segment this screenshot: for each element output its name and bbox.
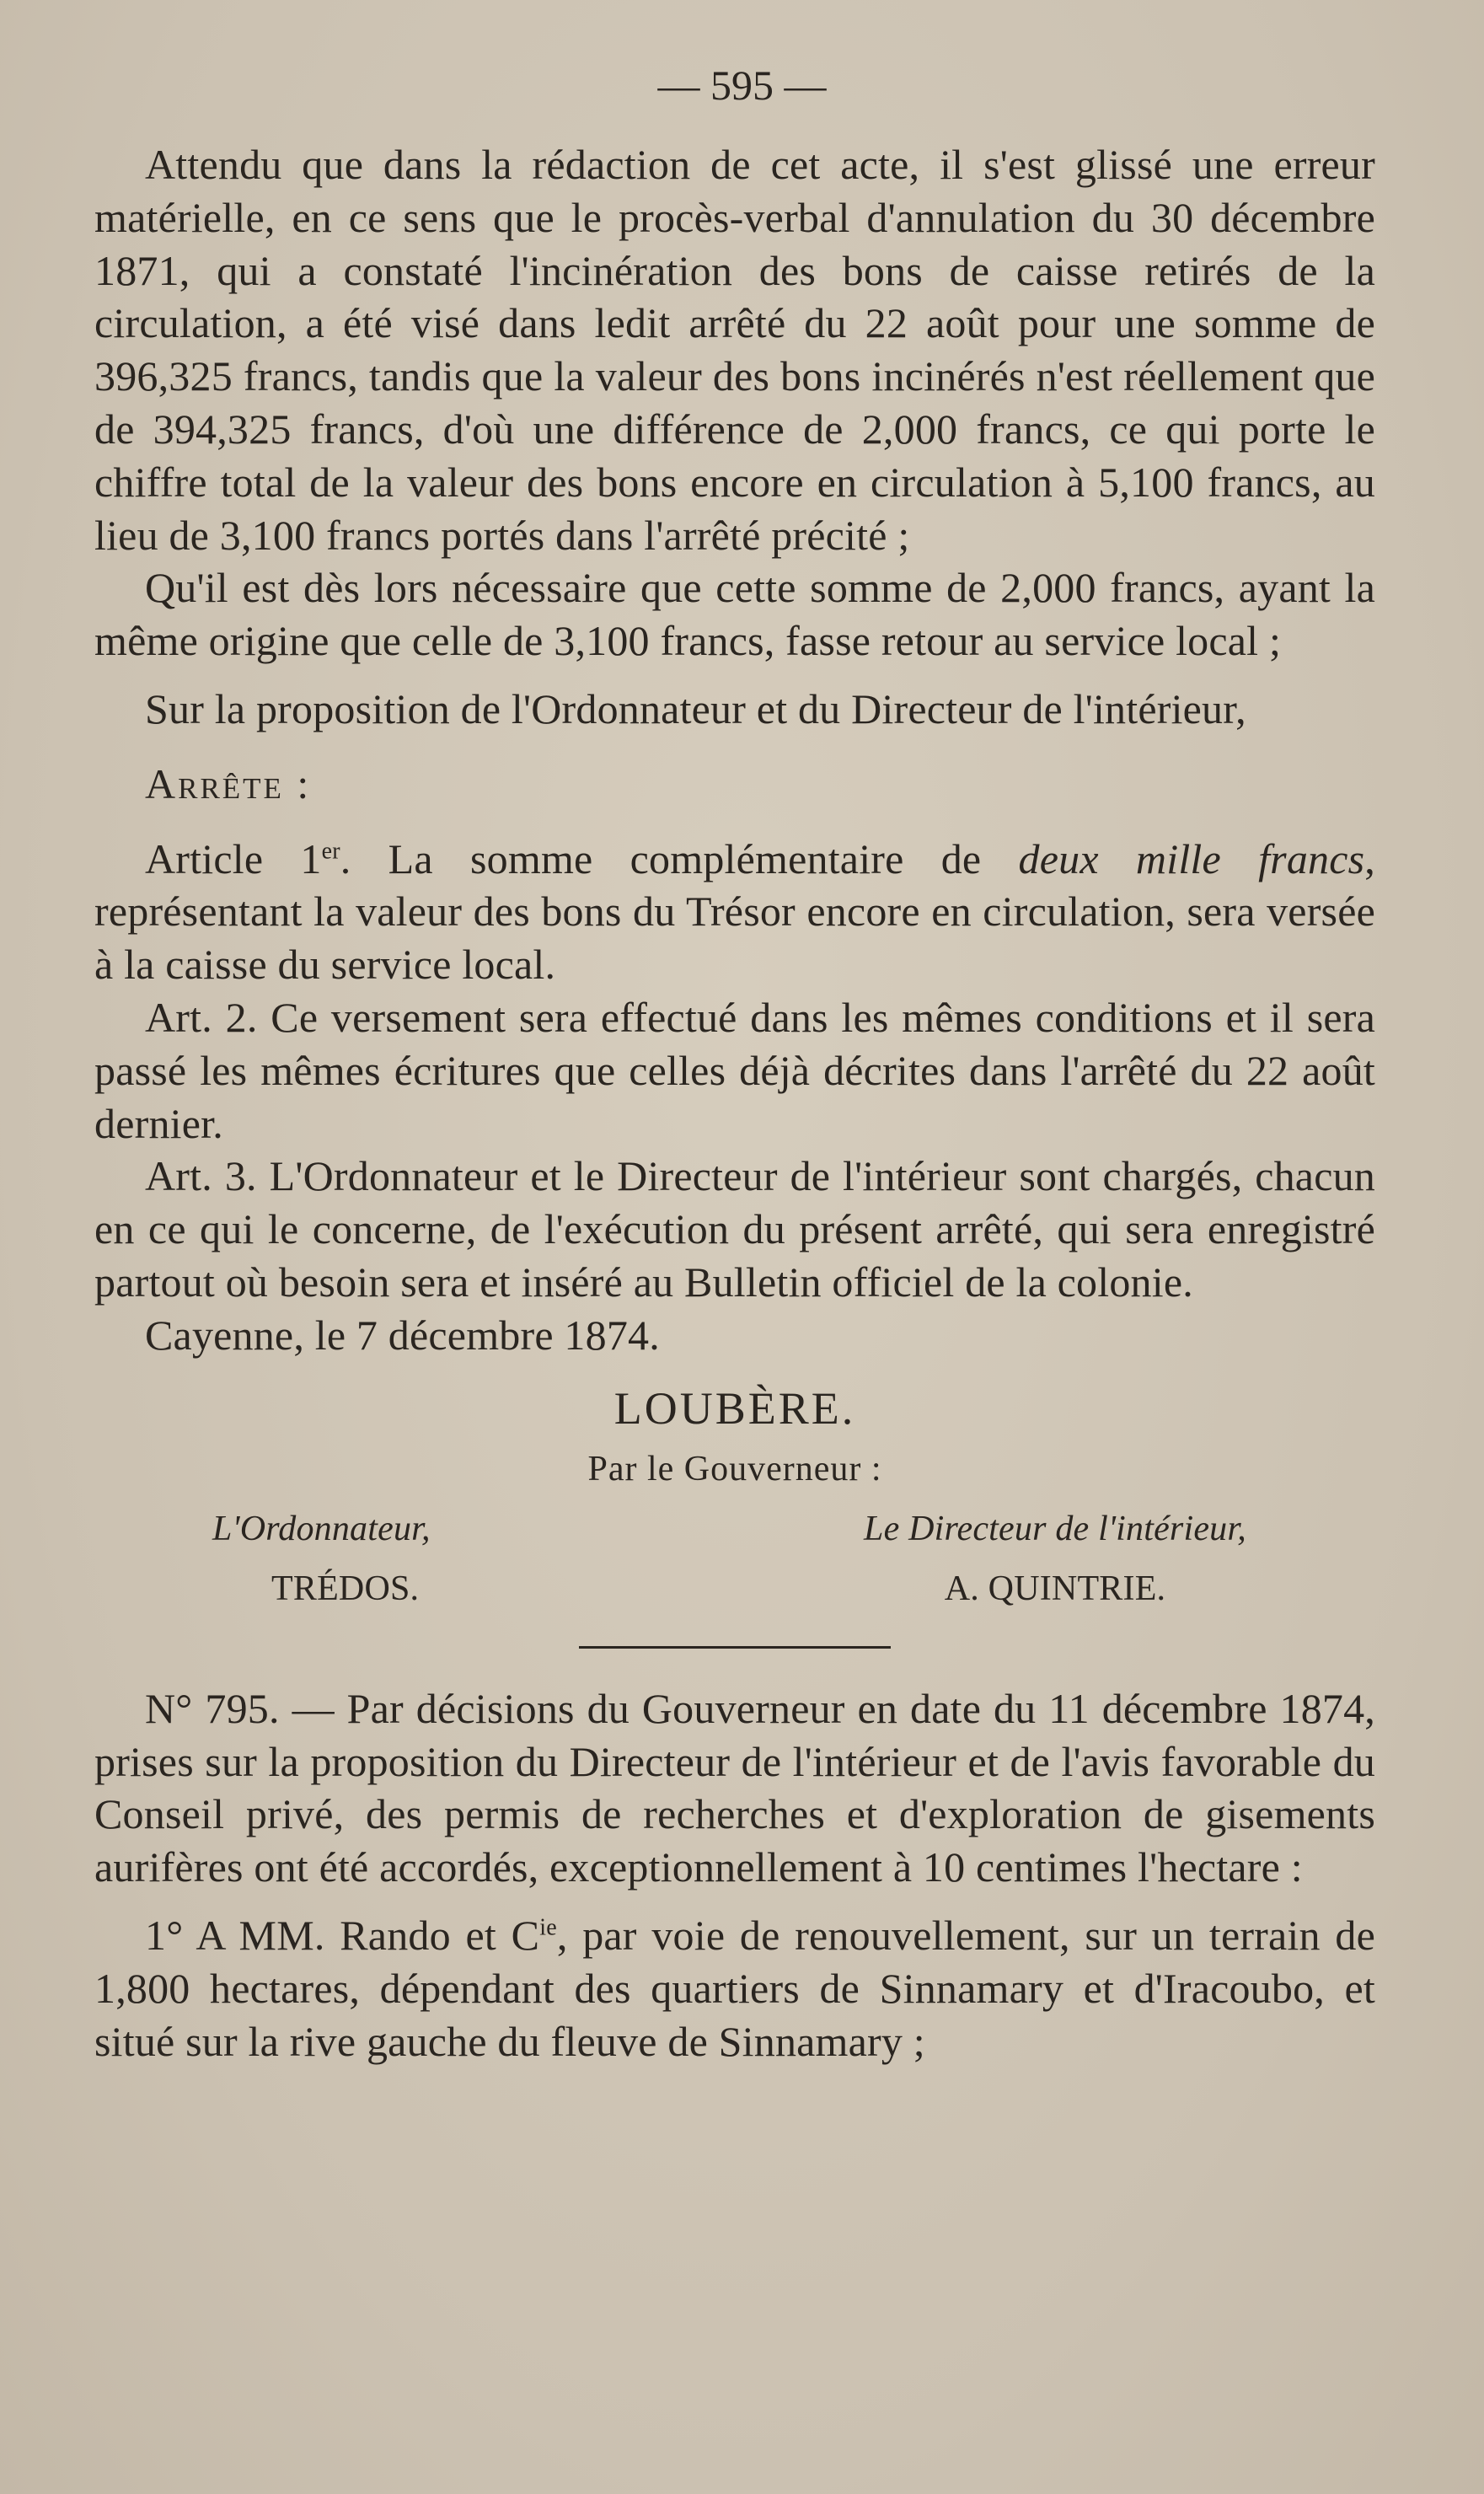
signature-names <box>94 1563 1375 1616</box>
directeur-name: A. QUINTRIE. <box>944 1569 1166 1608</box>
paragraph-quil: Qu'il est dès lors nécessaire que cette somme de 2,000 francs, ayant la même origine que celle de 3,100 francs, fasse retour au service local ; <box>94 564 1375 665</box>
article-1-text-b: , représentant la valeur des bons du Trésor encore en circulation, sera versée à la caisse du service local. <box>94 834 1375 989</box>
date-line: Cayenne, le 7 décembre 1874. <box>145 1311 660 1359</box>
governor-signature: LOUBÈRE. <box>613 1382 856 1434</box>
signature-titles <box>94 1503 1375 1556</box>
section-divider <box>579 1646 891 1649</box>
document-body <box>94 138 1375 2068</box>
paragraph-attendu: Attendu que dans la rédaction de cet acte, il s'est glissé une erreur matérielle, en ce sens que le procès-verbal d'annulation du 30 décembre 1871, qui a constaté l'incinération des bons de caisse retirés de la circulation, a été visé dans ledit arrêté du 22 août pour une somme de 396,325 francs, tandis que la valeur des bons incinérés n'est réellement que de 394,325 francs, d'où une différence de 2,000 francs, ce qui porte le chiffre total de la valeur des bons encore en circulation à 5,100 francs, au lieu de 3,100 francs portés dans l'arrêté précité ; <box>94 141 1375 559</box>
article-1-italic: deux mille francs <box>1018 834 1365 882</box>
permit-item-1-text: , par voie de renouvellement, sur un terrain de 1,800 hectares, dépendant des quartiers de Sinnamary et d'Iracoubo, et situé sur la rive gauche du fleuve de Sinnamary ; <box>94 1911 1375 2065</box>
article-1-prefix: Article 1 <box>145 834 322 882</box>
permit-item-1-prefix: 1° A MM. Rando et C <box>145 1911 540 1959</box>
directeur-title: Le Directeur de l'intérieur, <box>864 1510 1246 1549</box>
article-1 <box>94 833 1375 991</box>
arrete-heading: Arrête : <box>145 759 312 807</box>
decision-795: N° 795. — Par décisions du Gouverneur en date du 11 décembre 1874, prises sur la proposition du Directeur de l'intérieur et de l'avis favorable du Conseil privé, des permis de recherches et d'exploration de gisements aurifères ont été accordés, exceptionnellement à 10 centimes l'hectare : <box>94 1684 1375 1891</box>
permit-item-1 <box>94 1909 1375 2068</box>
article-1-sup: er <box>321 837 340 864</box>
article-3: Art. 3. L'Ordonnateur et le Directeur de l'intérieur sont chargés, chacun en ce qui le concerne, de l'exécution du présent arrêté, qui sera enregistré partout où besoin sera et inséré au Bulletin officiel de la colonie. <box>94 1152 1375 1306</box>
permit-item-1-sup: ie <box>539 1914 557 1941</box>
par-le-gouverneur: Par le Gouverneur : <box>587 1450 882 1489</box>
paragraph-proposition: Sur la proposition de l'Ordonnateur et du Directeur de l'intérieur, <box>145 684 1246 732</box>
article-1-text-a: . La somme complémentaire de <box>340 834 1019 882</box>
page-number: — 595 — <box>657 62 827 109</box>
article-2: Art. 2. Ce versement sera effectué dans les mêmes conditions et il sera passé les mêmes écritures que celles déjà décrites dans l'arrêté du 22 août dernier. <box>94 993 1375 1147</box>
ordonnateur-name: TRÉDOS. <box>271 1569 420 1608</box>
ordonnateur-title: L'Ordonnateur, <box>212 1510 431 1549</box>
